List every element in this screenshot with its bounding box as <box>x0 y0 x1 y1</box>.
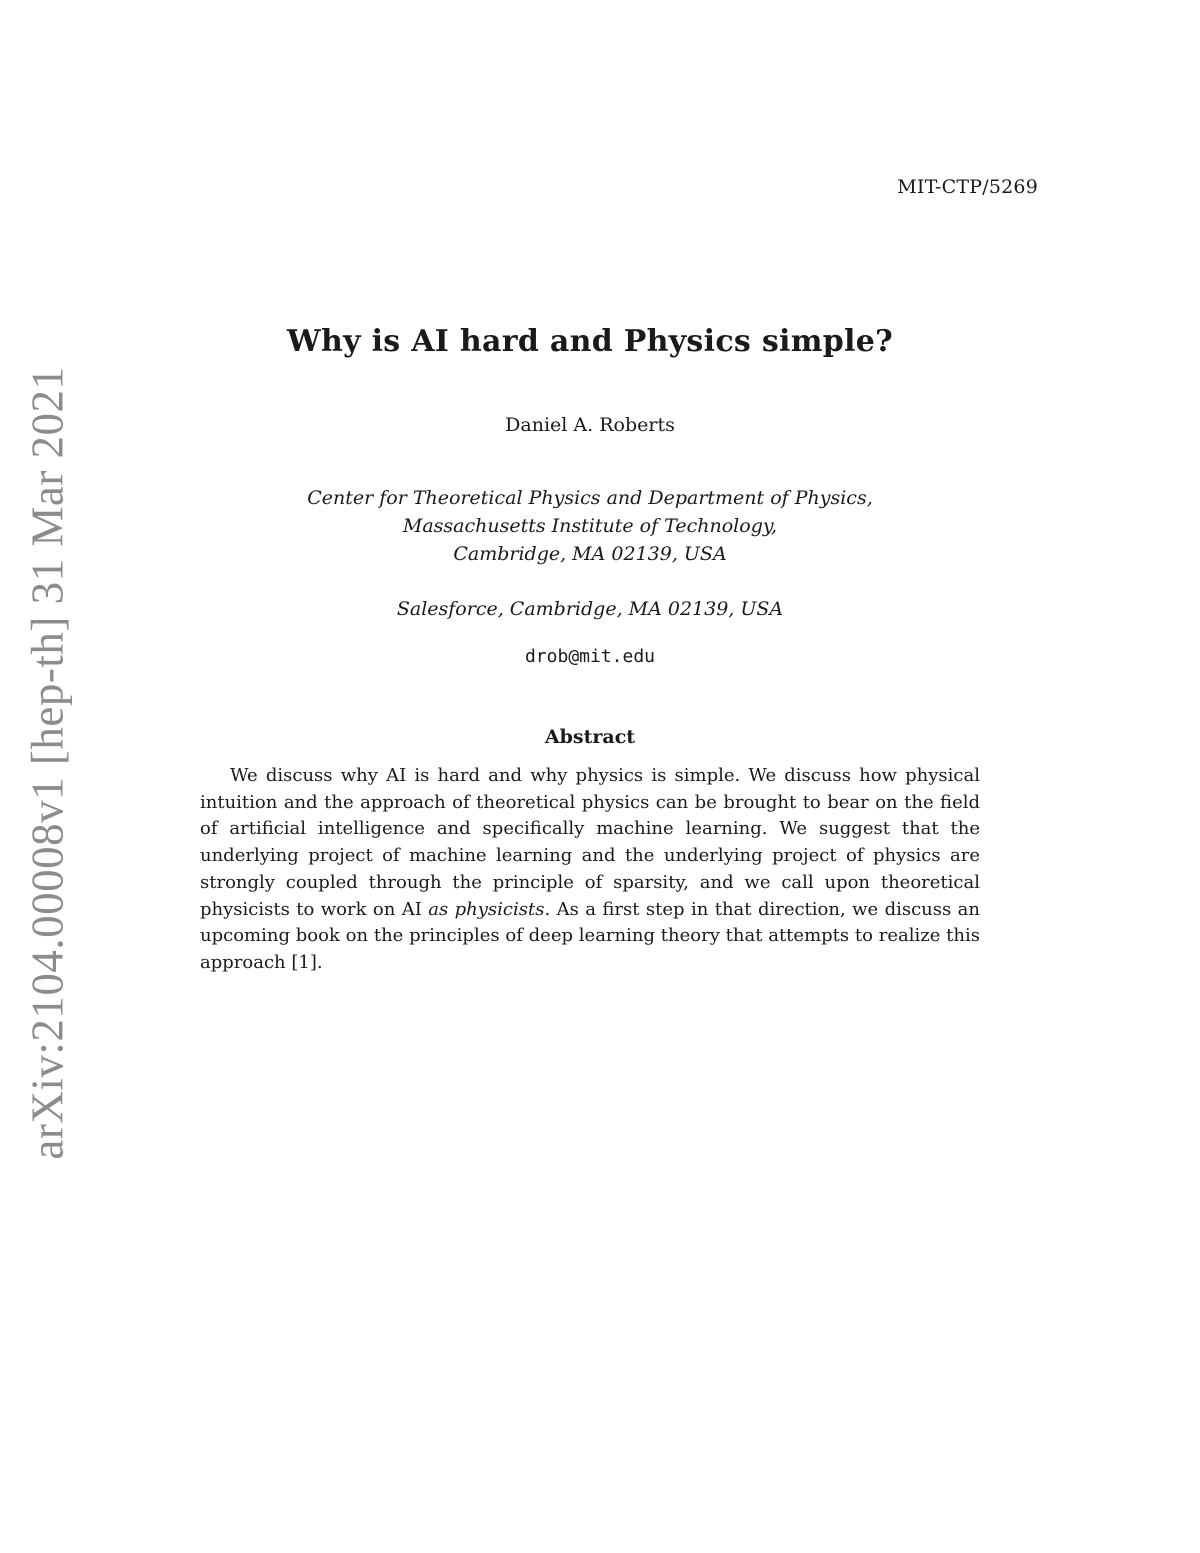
abstract-text-part1: We discuss why AI is hard and why physics is simple. We discuss how physical intuition and the approach of theoretical physics can be brought to bear on the field of artificial intelligence and specifically machine learning. We suggest that the underlying project of machine learning and the underlying project of physics are strongly coupled through the principle of sparsity, and we call upon theoretical physicists to work on AI <box>200 765 980 920</box>
report-number: MIT-CTP/5269 <box>897 176 1038 198</box>
affiliation-secondary: Salesforce, Cambridge, MA 02139, USA <box>396 598 784 620</box>
affiliation-line: Massachusetts Institute of Technology, <box>402 515 778 537</box>
affiliation-primary <box>0 484 1180 568</box>
affiliation-line: Center for Theoretical Physics and Department of Physics, <box>307 487 873 509</box>
paper-title: Why is AI hard and Physics simple? <box>287 324 893 359</box>
abstract-text-part2: . As a first step in that direction, we discuss an upcoming book on the principles of deep learning theory that attempts to realize this approach [1]. <box>200 898 980 973</box>
abstract-emphasis: as physicists <box>428 898 545 920</box>
arxiv-identifier: arXiv:2104.00008v1 [hep-th] 31 Mar 2021 <box>23 366 73 1160</box>
abstract-heading: Abstract <box>544 726 636 748</box>
abstract-body <box>200 763 980 977</box>
affiliation-line: Cambridge, MA 02139, USA <box>453 543 727 565</box>
author-email: drob@mit.edu <box>524 646 656 667</box>
author-name: Daniel A. Roberts <box>505 414 675 436</box>
abstract-paragraph <box>200 763 980 977</box>
